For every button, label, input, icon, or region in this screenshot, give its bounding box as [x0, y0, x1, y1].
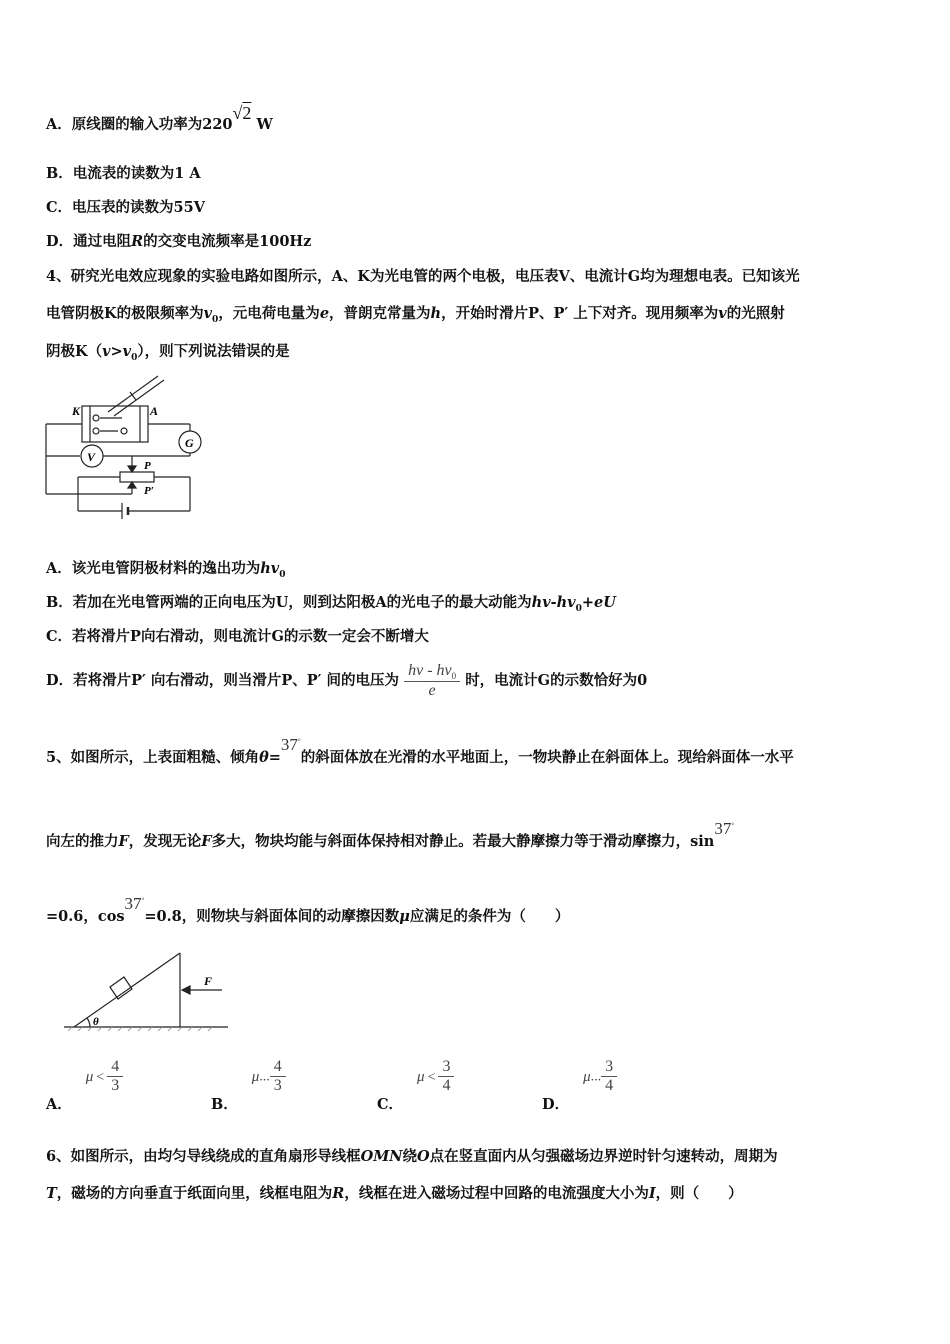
q5-option-a-fraction [107, 1058, 123, 1095]
q6-l1c: 点在竖直面内从匀强磁场边界逆时针匀速转动，周期为 [429, 1148, 778, 1165]
q5-l3c: 应满足的条件为（ ） [409, 908, 570, 925]
q5-stem-line3 [46, 894, 570, 926]
q5-b-den: 3 [273, 1077, 282, 1094]
q4-option-d-fraction: $\frac{hv - hv_0}{e}$ [404, 662, 460, 700]
q4-option-d-text: D．若将滑片P′ 向右滑动，则当滑片P、P′ 间的电压为 [46, 672, 400, 690]
q5-d-den: 4 [605, 1077, 614, 1094]
q5-c-num: 3 [438, 1058, 454, 1077]
q5-l3a: =0.6，cos [46, 908, 125, 925]
fraction-denominator: e [428, 682, 436, 700]
q4-option-d-post: 时，电流计G的示数恰好为0 [465, 672, 648, 690]
q5-option-d [542, 1058, 617, 1113]
q5-F-2: F [201, 833, 212, 850]
q5-l1a: 5、如图所示，上表面粗糙、倾角 [46, 749, 260, 766]
label-g: G [185, 436, 194, 450]
q5-option-c-op: < [427, 1069, 436, 1085]
block [110, 977, 132, 999]
label-a: A [150, 404, 159, 418]
q5-F-1: F [118, 833, 129, 850]
q5-option-a-label: A． [46, 1095, 72, 1113]
q3-option-d [46, 230, 311, 251]
label-v: V [87, 450, 96, 464]
q5-stem-line2 [46, 819, 735, 851]
q5-angle-2: 37° [714, 819, 735, 838]
q5-option-a [46, 1058, 123, 1113]
q5-d-num: 3 [601, 1058, 617, 1077]
q5-l2a: 向左的推力 [46, 833, 119, 850]
q5-option-b [211, 1058, 286, 1113]
q3-option-d-var: R [131, 233, 144, 250]
q3-option-a-text: A．原线圈的输入功率为220 [46, 116, 233, 133]
q4-option-a: A．该光电管阴极材料的逸出功为$hv_0$ [46, 560, 286, 580]
q5-stem-line1 [46, 735, 794, 767]
q6-l1b: 绕 [402, 1148, 418, 1165]
q4-cond: v>v [102, 343, 132, 360]
q5-option-b-op: ... [259, 1069, 270, 1085]
q4-stem-line2: 电管阴极K的极限频率为$v_0$，元电荷电量为e，普朗克常量为h，开始时滑片P、P′ 上下对齐。现用频率为v的光照射 [46, 305, 785, 325]
photo-tube [82, 406, 148, 442]
q5-option-a-mu: μ [85, 1068, 94, 1085]
angle-arc [87, 1018, 90, 1027]
q6-l2b: ，线框在进入磁场过程中回路的电流强度大小为 [344, 1185, 649, 1202]
sqrt-symbol: √2 [232, 103, 252, 123]
slider-p2-arrow [128, 482, 136, 488]
label-k: K [72, 404, 81, 418]
q5-l2c: 多大，物块均能与斜面体保持相对静止。若最大静摩擦力等于滑动摩擦力，sin [211, 833, 715, 850]
fraction-numerator: hv - hv [408, 662, 452, 679]
label-f: F [204, 974, 213, 988]
q4-option-a-text: A．该光电管阴极材料的逸出功为 [46, 560, 261, 577]
q4-l2a: 电管阴极K的极限频率为 [46, 305, 204, 322]
q5-option-d-fraction [601, 1058, 617, 1095]
q4-option-b: B．若加在光电管两端的正向电压为U，则到达阳极A的光电子的最大动能为$hv-hv_0+eU$ [46, 594, 616, 614]
q5-theta: θ= [259, 749, 281, 766]
q5-option-c-label: C． [377, 1095, 404, 1113]
q5-option-c [377, 1058, 454, 1113]
q3-option-a-unit: W [256, 116, 273, 133]
q4-option-a-expr: hv [260, 560, 280, 577]
q4-l2f: 的光照射 [726, 305, 785, 322]
label-theta: θ [93, 1016, 99, 1028]
q6-l1a: 6、如图所示，由均匀导线绕成的直角扇形导线框 [46, 1148, 361, 1165]
q5-mu: μ [399, 908, 410, 925]
q3-option-a [46, 103, 273, 134]
q5-option-b-mu: μ [251, 1068, 260, 1085]
q4-v: v [718, 305, 727, 322]
q6-R: R [332, 1185, 345, 1202]
q4-h: h [430, 305, 442, 322]
q4-l3b: ），则下列说法错误的是 [137, 343, 290, 360]
photoelectric-circuit-figure [40, 370, 220, 530]
slider-p-arrow [128, 466, 136, 472]
q6-l2c: ，则（ ） [655, 1185, 743, 1202]
q4-option-b-expr: hv-hv [531, 594, 576, 611]
q3-option-b: B．电流表的读数为1 A [46, 165, 201, 182]
q5-option-d-op: ... [590, 1069, 602, 1085]
q5-l1b: 的斜面体放在光滑的水平地面上，一物块静止在斜面体上。现给斜面体一水平 [300, 749, 794, 766]
q5-option-a-op: < [96, 1069, 105, 1085]
q5-option-b-label: B． [211, 1095, 238, 1113]
force-arrow-head [182, 986, 190, 994]
q5-l3b: =0.8，则物块与斜面体间的动摩擦因数 [144, 908, 400, 925]
sqrt-value: 2 [242, 103, 252, 123]
q5-option-d-mu: μ [583, 1068, 591, 1085]
q6-T: T [46, 1185, 57, 1202]
electron-2 [93, 428, 99, 434]
q6-stem-line1 [46, 1145, 778, 1166]
q4-l2d: ，开始时滑片P、P′ 上下对齐。现用频率为 [441, 305, 719, 322]
q5-option-d-label: D． [542, 1095, 570, 1113]
incline-figure [62, 945, 232, 1035]
q4-option-d [46, 662, 647, 700]
q3-option-d-pre: D．通过电阻 [46, 233, 132, 250]
electron-3 [121, 428, 127, 434]
q6-omn: OMN [360, 1148, 403, 1165]
incline-surface [74, 953, 180, 1027]
q5-option-c-mu: μ [417, 1068, 425, 1085]
electron-1 [93, 415, 99, 421]
q4-option-b-text: B．若加在光电管两端的正向电压为U，则到达阳极A的光电子的最大动能为 [46, 594, 532, 611]
rheostat [120, 472, 154, 482]
q5-c-den: 4 [442, 1077, 451, 1094]
q4-option-c: C．若将滑片P向右滑动，则电流计G的示数一定会不断增大 [46, 628, 429, 645]
q4-stem-line3: 阴极$K(v>v_0)$，则下列说法错误的是 [46, 343, 290, 363]
q5-option-c-fraction [438, 1058, 454, 1095]
q5-angle-3: 37° [124, 894, 145, 913]
q6-o: O [417, 1148, 430, 1165]
q5-b-num: 4 [270, 1058, 286, 1077]
q5-option-b-fraction [270, 1058, 286, 1095]
q4-l2c: ，普朗克常量为 [329, 305, 431, 322]
q6-l2a: ，磁场的方向垂直于纸面向里，线框电阻为 [56, 1185, 333, 1202]
q3-option-d-post: 的交变电流频率是100Hz [143, 233, 312, 250]
q5-a-den: 3 [111, 1077, 120, 1094]
q5-angle-1: 37° [280, 735, 301, 754]
q6-stem-line2 [46, 1182, 743, 1203]
q4-option-b-tail: +eU [581, 594, 616, 611]
q4-e: e [319, 305, 330, 322]
label-p-prime: P′ [144, 485, 154, 497]
q4-l3a: 阴极K（ [46, 343, 103, 360]
q5-a-num: 4 [107, 1058, 123, 1077]
q4-v0: v [203, 305, 213, 322]
q4-stem-line1: 4、研究光电效应现象的实验电路如图所示，A、K为光电管的两个电极，电压表V、电流计G均为理想电表。已知该光 [46, 268, 800, 285]
q5-l2b: ，发现无论 [128, 833, 202, 850]
q6-I: I [648, 1185, 656, 1202]
q4-l2b: ，元电荷电量为 [218, 305, 320, 322]
q3-option-c: C．电压表的读数为55V [46, 199, 205, 216]
label-p: P [144, 460, 151, 472]
